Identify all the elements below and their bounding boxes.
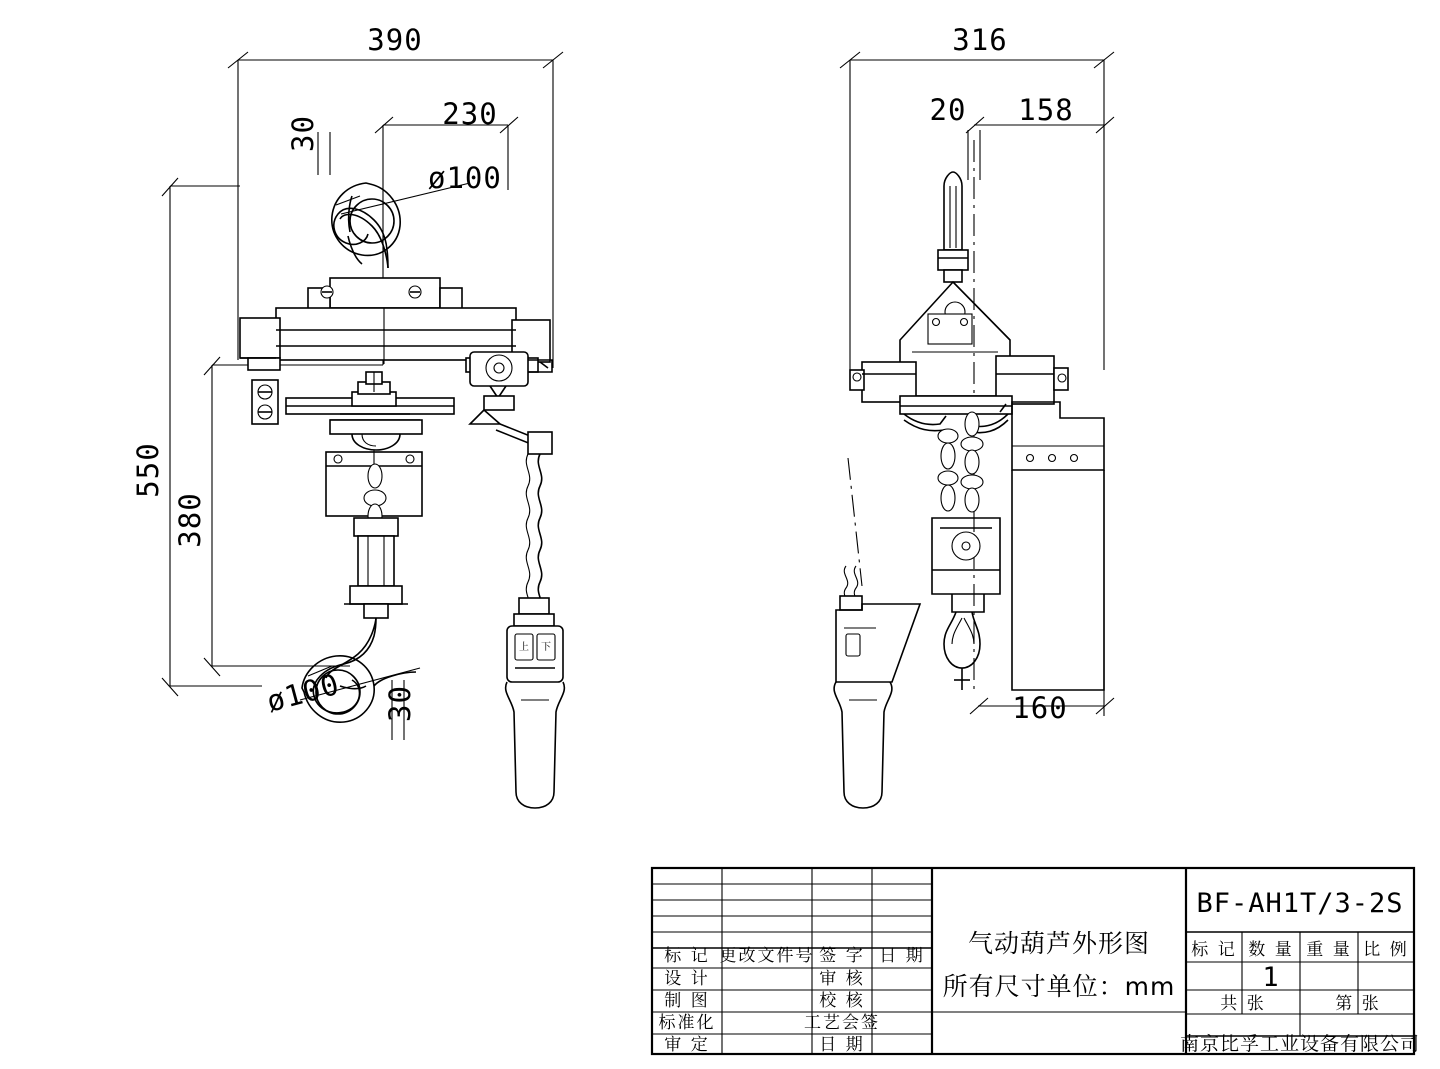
sheet-total: 共 张 [1220,994,1266,1014]
dim-380: 380 [173,492,207,548]
right-header-mark: 标 记 [1191,940,1237,960]
dim-230: 230 [442,97,498,131]
dim-dia-100-top: ø100 [428,161,502,195]
right-header-scale: 比 例 [1363,940,1409,960]
right-header-qty: 数 量 [1248,940,1294,960]
quantity-value: 1 [1262,962,1280,993]
title-block [652,868,1420,1055]
front-trolley [252,352,552,454]
side-hoist-body [850,356,1104,690]
dim-160: 160 [1012,691,1068,725]
model-code: BF-AH1T/3-2S [1196,888,1404,919]
side-load-chain [932,412,1000,690]
rev-header-mark: 标 记 [664,946,710,966]
units-note: 所有尺寸单位：mm [942,972,1176,1001]
right-header-weight: 重 量 [1306,940,1352,960]
dim-top-30: 30 [286,115,320,152]
row-label-date: 日 期 [819,1035,865,1055]
dim-158: 158 [1018,93,1074,127]
front-view-dim-texts [131,23,502,722]
front-view-group [131,23,564,808]
rev-header-docno: 更改文件号 [719,946,815,966]
side-pendant [834,566,920,808]
row-label-approval: 审 定 [664,1035,710,1055]
dim-bottom-30: 30 [383,685,417,722]
front-pendant-control [506,454,565,808]
row-label-standardization: 标准化 [658,1013,716,1033]
row-label-drawing: 制 图 [664,991,710,1011]
pendant-label-up: 上 [519,642,529,653]
model-area [1180,888,1420,1055]
row-label-review: 审 核 [819,969,865,989]
revision-grid [652,868,932,1055]
side-view-group [834,23,1114,808]
title-area [932,929,1186,1012]
sheet-number: 第 张 [1335,994,1381,1014]
front-top-hook [332,183,400,268]
dim-550: 550 [131,442,165,498]
rev-header-sign: 签 字 [819,946,865,966]
dim-316: 316 [952,23,1008,57]
row-label-design: 设 计 [664,969,710,989]
dim-390: 390 [367,23,423,57]
rev-header-date: 日 期 [879,946,925,966]
company-name: 南京比孚工业设备有限公司 [1179,1033,1421,1055]
front-chain-container [326,450,422,604]
row-label-process-sign: 工艺会签 [804,1013,880,1033]
dim-20: 20 [929,93,967,127]
row-label-check: 校 核 [819,991,865,1011]
pendant-label-down: 下 [541,642,551,653]
drawing-title: 气动葫芦外形图 [967,929,1151,958]
dim-dia-100-bottom: ø100 [263,666,344,719]
